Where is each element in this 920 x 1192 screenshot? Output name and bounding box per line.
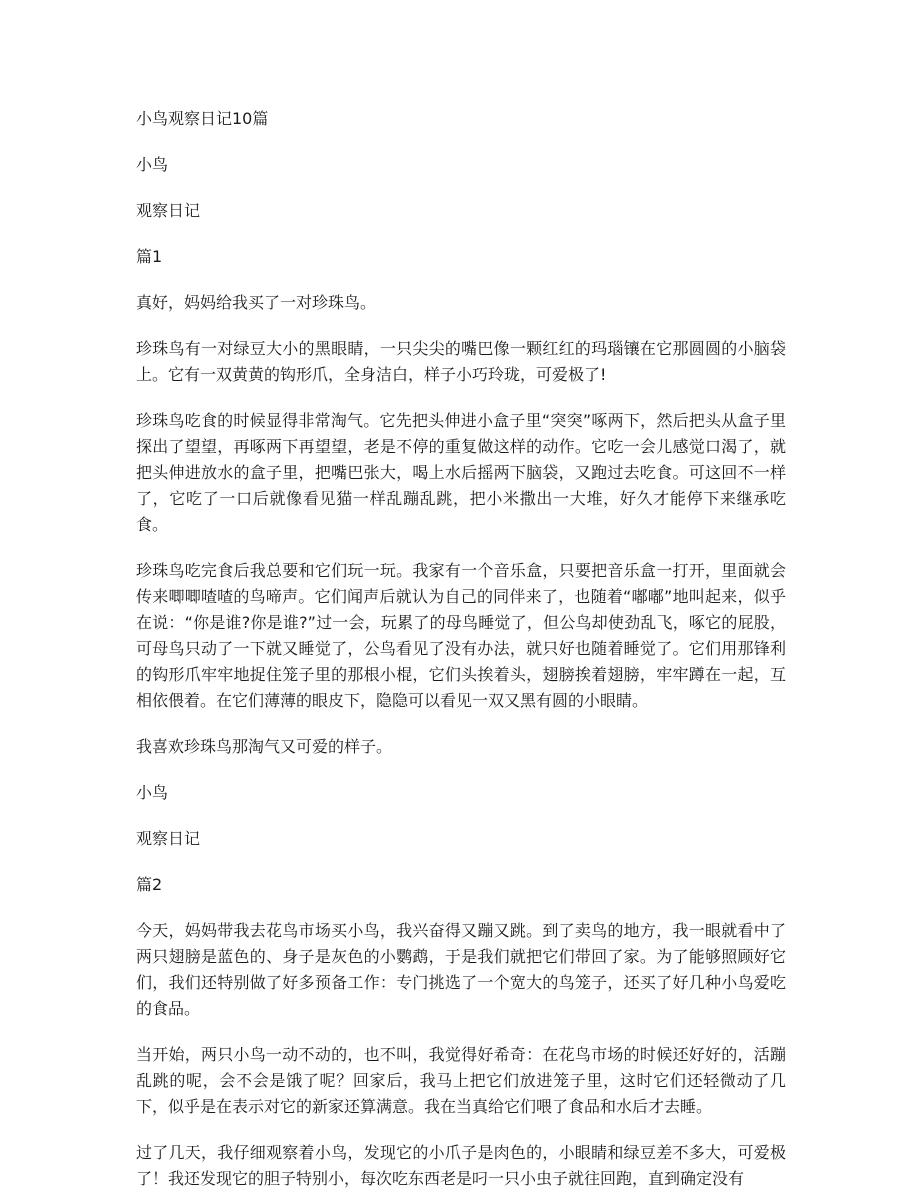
- document-title: 小鸟观察日记10篇: [136, 109, 269, 128]
- section-subtitle: 观察日记: [136, 829, 201, 848]
- paragraph: 今天，妈妈带我去花鸟市场买小鸟，我兴奋得又蹦又跳。到了卖鸟的地方，我一眼就看中了两只翅膀是蓝色的、身子是灰色的小鹦鹉，于是我们就把它们带回了家。为了能够照顾好它们，我们还特别做了好多预备工作：专门挑选了一个宽大的鸟笼子，还买了好几种小鸟爱吃的食品。: [136, 921, 786, 1018]
- section-label: 小鸟: [136, 155, 169, 174]
- section-label: 小鸟: [136, 783, 169, 802]
- paragraph: 过了几天，我仔细观察着小鸟，发现它的小爪子是肉色的，小眼睛和绿豆差不多大，可爱极了！我还发现它的胆子特别小，每次吃东西老是叼一只小虫子就往回跑，直到确定没有: [136, 1143, 786, 1188]
- paragraph: 珍珠鸟有一对绿豆大小的黑眼睛，一只尖尖的嘴巴像一颗红红的玛瑙镶在它那圆圆的小脑袋上。它有一双黄黄的钩形爪，全身洁白，样子小巧玲珑，可爱极了!: [136, 339, 786, 384]
- section-number: 篇2: [136, 875, 163, 894]
- paragraph: 珍珠鸟吃食的时候显得非常淘气。它先把头伸进小盒子里“突突”啄两下，然后把头从盒子里探出了望望，再啄两下再望望，老是不停的重复做这样的动作。它吃一会儿感觉口渴了，就把头伸进放水的盒子里，把嘴巴张大，喝上水后摇两下脑袋，又跑过去吃食。可这回不一样了，它吃了一口后就像看见猫一样乱蹦乱跳，把小米撒出一大堆，好久才能停下来继承吃食。: [136, 411, 786, 534]
- section-subtitle: 观察日记: [136, 201, 201, 220]
- document-page: [136, 106, 786, 1192]
- paragraph: 真好，妈妈给我买了一对珍珠鸟。: [136, 293, 377, 312]
- paragraph: 当开始，两只小鸟一动不动的，也不叫，我觉得好希奇：在花鸟市场的时候还好好的，活蹦乱跳的呢，会不会是饿了呢？回家后，我马上把它们放进笼子里，这时它们还轻微动了几下，似乎是在表示对它的新家还算满意。我在当真给它们喂了食品和水后才去睡。: [136, 1045, 786, 1116]
- paragraph: 我喜欢珍珠鸟那淘气又可爱的样子。: [136, 737, 393, 756]
- section-number: 篇1: [136, 247, 163, 266]
- paragraph: 珍珠鸟吃完食后我总要和它们玩一玩。我家有一个音乐盒，只要把音乐盒一打开，里面就会传来唧唧喳喳的鸟啼声。它们闻声后就认为自己的同伴来了，也随着“嘟嘟”地叫起来，似乎在说：“你是谁?你是谁?”过一会，玩累了的母鸟睡觉了，但公鸟却使劲乱飞，啄它的屁股，可母鸟只动了一下就又睡觉了，公鸟看见了没有办法，就只好也随着睡觉了。它们用那锋利的钩形爪牢牢地捉住笼子里的那根小棍，它们头挨着头，翅膀挨着翅膀，牢牢蹲在一起，互相依偎着。在它们薄薄的眼皮下，隐隐可以看见一双又黑有圆的小眼睛。: [136, 561, 786, 710]
